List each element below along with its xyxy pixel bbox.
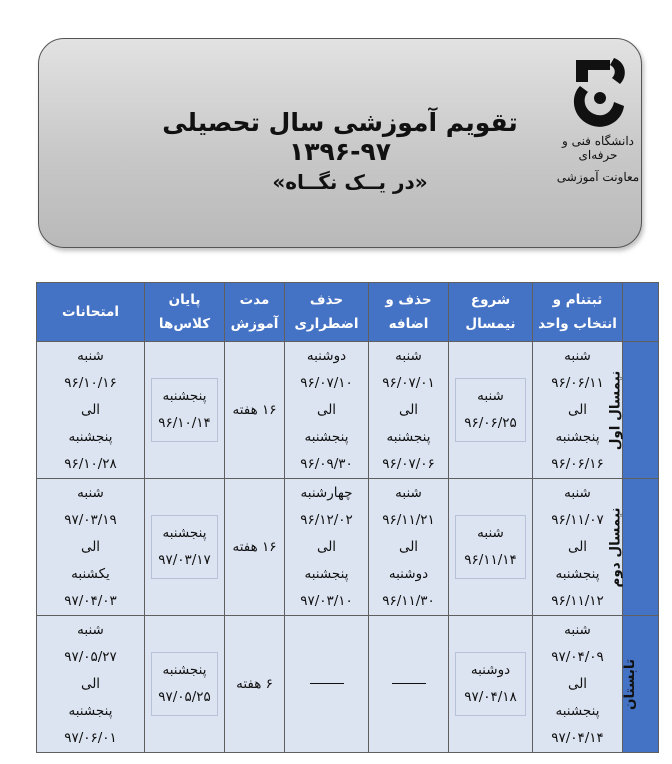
semester-start-cell: شنبه ۹۶/۱۱/۱۴ — [449, 479, 533, 616]
table-row — [37, 342, 659, 479]
exams-cell: شنبه ۹۶/۱۰/۱۶ الی پنجشنبه ۹۶/۱۰/۲۸ — [37, 342, 145, 479]
classes-end-cell: پنجشنبه ۹۶/۱۰/۱۴ — [145, 342, 225, 479]
header-registration: ثبتنام و انتخاب واحد — [533, 283, 623, 342]
duration-cell: ۱۶ هفته — [225, 479, 285, 616]
page-title: تقویم آموزشی سال تحصیلی ۹۷-۱۳۹۶ — [162, 108, 518, 166]
table-header-row — [37, 283, 659, 342]
header-classes-end: پایان کلاس‌ها — [145, 283, 225, 342]
header-add-drop: حذف و اضافه — [369, 283, 449, 342]
classes-end-cell: پنجشنبه ۹۷/۰۳/۱۷ — [145, 479, 225, 616]
emergency-drop-cell: دوشنبه ۹۶/۰۷/۱۰ الی پنجشنبه ۹۶/۰۹/۳۰ — [285, 342, 369, 479]
page-subtitle: «در یــک نگــاه» — [272, 170, 428, 194]
header-semester-start: شروع نیمسال — [449, 283, 533, 342]
header-corner — [623, 283, 659, 342]
empty-dash — [310, 683, 344, 684]
academic-calendar-table — [36, 282, 659, 753]
header-duration: مدت آموزش — [225, 283, 285, 342]
classes-end-cell: پنجشنبه ۹۷/۰۵/۲۵ — [145, 616, 225, 753]
university-name: دانشگاه فنی و حرفه‌ای — [561, 134, 635, 162]
duration-cell: ۶ هفته — [225, 616, 285, 753]
university-logo — [566, 52, 630, 132]
exams-cell: شنبه ۹۷/۰۳/۱۹ الی یکشنبه ۹۷/۰۴/۰۳ — [37, 479, 145, 616]
semester-start-cell: شنبه ۹۶/۰۶/۲۵ — [449, 342, 533, 479]
registration-cell: شنبه ۹۷/۰۴/۰۹ الی پنجشنبه ۹۷/۰۴/۱۴ — [533, 616, 623, 753]
table-row — [37, 479, 659, 616]
exams-cell: شنبه ۹۷/۰۵/۲۷ الی پنجشنبه ۹۷/۰۶/۰۱ — [37, 616, 145, 753]
emergency-drop-cell — [285, 616, 369, 753]
header-exams: امتحانات — [37, 283, 145, 342]
registration-cell: شنبه ۹۶/۱۱/۰۷ الی پنجشنبه ۹۶/۱۱/۱۲ — [533, 479, 623, 616]
table-row — [37, 616, 659, 753]
department-name: معاونت آموزشی — [556, 170, 640, 184]
semester-label: نیمسال دوم — [623, 479, 659, 616]
add-drop-cell: شنبه ۹۶/۰۷/۰۱ الی پنجشنبه ۹۶/۰۷/۰۶ — [369, 342, 449, 479]
semester-start-cell: دوشنبه ۹۷/۰۴/۱۸ — [449, 616, 533, 753]
empty-dash — [392, 683, 426, 684]
duration-cell: ۱۶ هفته — [225, 342, 285, 479]
header-emergency-drop: حذف اضطراری — [285, 283, 369, 342]
registration-cell: شنبه ۹۶/۰۶/۱۱ الی پنجشنبه ۹۶/۰۶/۱۶ — [533, 342, 623, 479]
semester-label: نیمسال اول — [623, 342, 659, 479]
add-drop-cell — [369, 616, 449, 753]
add-drop-cell: شنبه ۹۶/۱۱/۲۱ الی دوشنبه ۹۶/۱۱/۳۰ — [369, 479, 449, 616]
emergency-drop-cell: چهارشنبه ۹۶/۱۲/۰۲ الی پنجشنبه ۹۷/۰۳/۱۰ — [285, 479, 369, 616]
semester-label: تابستان — [623, 616, 659, 753]
